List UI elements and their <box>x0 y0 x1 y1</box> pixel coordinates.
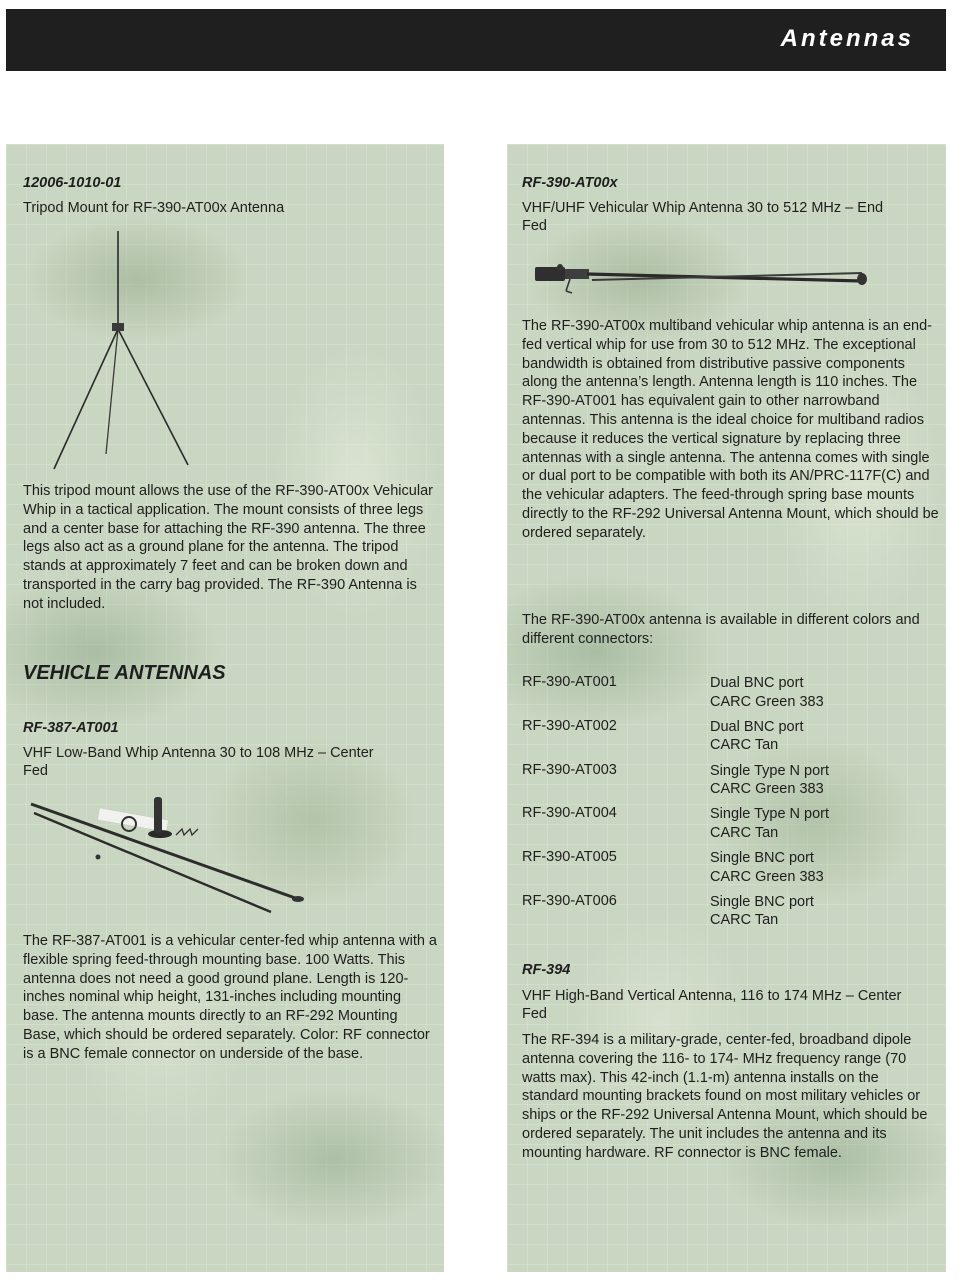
rf394-part-number: RF-394 <box>522 962 571 978</box>
variant-color: CARC Tan <box>710 912 779 929</box>
right-panel <box>507 144 946 1272</box>
variant-color: CARC Tan <box>710 737 779 754</box>
tripod-subtitle: Tripod Mount for RF-390-AT00x Antenna <box>23 200 285 216</box>
variant-port: Single Type N port <box>710 806 830 823</box>
variant-model: RF-390-AT001 <box>522 674 617 690</box>
rf390-variants-intro: The RF-390-AT00x antenna is available in different colors and different connectors: <box>522 612 920 647</box>
page-title: Antennas <box>780 25 914 52</box>
variant-color: CARC Green 383 <box>710 868 824 885</box>
variant-model: RF-390-AT003 <box>522 761 617 778</box>
variant-model: RF-390-AT002 <box>522 717 617 734</box>
page-header <box>6 9 946 71</box>
table-row <box>522 805 932 849</box>
rf390-variants-table <box>522 674 932 937</box>
variant-spec <box>710 718 803 755</box>
tripod-part-number: 12006-1010-01 <box>23 175 122 191</box>
rf387-subtitle: VHF Low-Band Whip Antenna 30 to 108 MHz – Center Fed <box>23 745 374 779</box>
table-row <box>522 849 932 893</box>
table-row <box>522 762 932 806</box>
rf394-subtitle: VHF High-Band Vertical Antenna, 116 to 174 MHz – Center Fed <box>522 988 902 1022</box>
rf387-part-number: RF-387-AT001 <box>23 720 119 736</box>
variant-port: Single BNC port <box>710 850 814 867</box>
rf390-part-number: RF-390-AT00x <box>522 175 618 191</box>
rf390-antenna-image <box>532 259 872 304</box>
table-row <box>522 718 932 762</box>
rf387-antenna-image <box>26 789 311 924</box>
table-row <box>522 893 932 937</box>
variant-spec <box>710 762 829 799</box>
rf390-subtitle: VHF/UHF Vehicular Whip Antenna 30 to 512 MHz – End Fed <box>522 200 884 234</box>
variant-port: Dual BNC port <box>710 675 804 691</box>
variant-port: Single BNC port <box>710 893 814 910</box>
left-panel <box>6 144 444 1272</box>
rf387-description: The RF-387-AT001 is a vehicular center-fed whip antenna with a flexible spring feed-through mounting base. 100 Watts. This antenna does not need a good ground plane. Length is 120-inches nominal whip height, 131-inches including mounting base. The antenna mounts directly to an RF-292 Mounting Base, which should be ordered separately. Color: RF connector is a BNC female connector on underside of the base. <box>23 933 438 1062</box>
variant-model: RF-390-AT004 <box>522 805 617 822</box>
variant-port: Single Type N port <box>710 762 830 779</box>
variant-model: RF-390-AT006 <box>522 892 617 909</box>
variant-spec <box>710 674 824 711</box>
variant-color: CARC Green 383 <box>710 693 824 710</box>
variant-color: CARC Tan <box>710 824 779 841</box>
variant-color: CARC Green 383 <box>710 781 824 798</box>
tripod-image <box>46 229 206 474</box>
rf390-description: The RF-390-AT00x multiband vehicular whip antenna is an end-fed vertical whip for use from 30 to 512 MHz. The exceptional bandwidth is obtained from distributive passive components along the antenna’s length. Antenna length is 110 inches. The RF-390-AT001 has equivalent gain to other narrowband antennas. This antenna is the ideal choice for multiband radios because it reduces the vertical signature by replacing three antennas with a single antenna. The antenna comes with single or dual port to be compatible with both its AN/PRC-117F(C) and the vehicular adapters. The feed-through spring base mounts directly to the RF-292 Universal Antenna Mount, which should be ordered separately. <box>522 318 939 541</box>
variant-port: Dual BNC port <box>710 718 804 735</box>
vehicle-antennas-heading: VEHICLE ANTENNAS <box>23 662 226 684</box>
rf394-description: The RF-394 is a military-grade, center-fed, broadband dipole antenna covering the 116- to 174- MHz frequency range (70 watts max). This 42-inch (1.1-m) antenna installs on the standard mounting brackets found on most military vehicles or ships or the RF-292 Universal Antenna Mount, which should be ordered separately. The unit includes the antenna and its mounting hardware. RF connector is BNC female. <box>522 1032 928 1161</box>
table-row <box>522 674 932 718</box>
variant-spec <box>710 893 814 930</box>
tripod-description: This tripod mount allows the use of the RF-390-AT00x Vehicular Whip in a tactical application. The mount consists of three legs and a center base for attaching the RF-390 antenna. The three legs also act as a ground plane for the antenna. The tripod stands at approximately 7 feet and can be broken down and transported in the carry bag provided. The RF-390 Antenna is not included. <box>23 483 433 612</box>
variant-spec <box>710 805 829 842</box>
variant-model: RF-390-AT005 <box>522 849 617 866</box>
variant-spec <box>710 849 824 886</box>
